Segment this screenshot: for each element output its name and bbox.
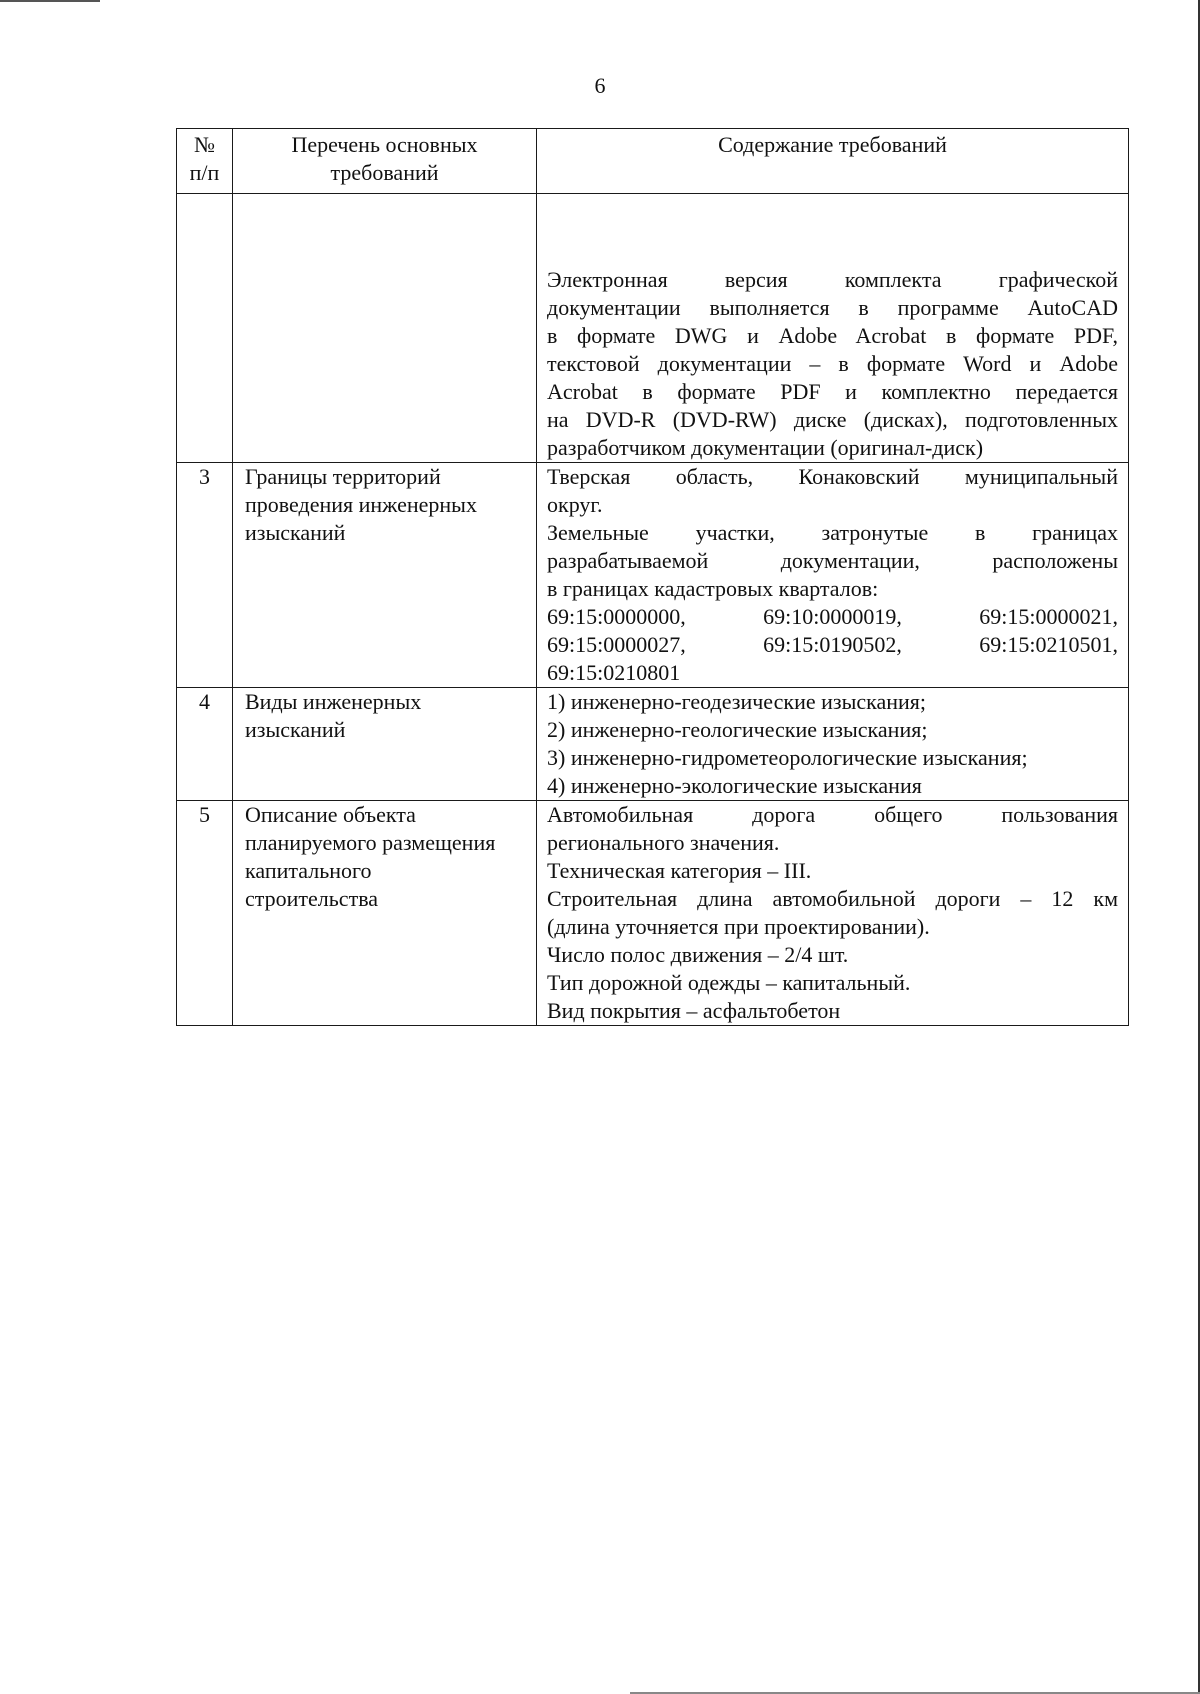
content-line: в формате DWG и Adobe Acrobat в формате PDF, [547, 323, 1118, 348]
content-line: 1) инженерно-геодезические изыскания; [547, 689, 927, 714]
page-number: 6 [594, 73, 606, 98]
header-content-line: Содержание требований [718, 132, 947, 157]
content-line: в границах кадастровых кварталов: [547, 576, 879, 601]
content-line: документации выполняется в программе AutoCAD [547, 295, 1118, 320]
content-line: разрабатываемой документации, расположены [547, 548, 1118, 573]
table-row [177, 801, 1129, 1026]
content-line: 2) инженерно-геологические изыскания; [547, 717, 928, 742]
header-num-line: № [194, 132, 215, 157]
row-requirement [233, 688, 537, 801]
header-content [537, 129, 1129, 194]
requirement-line: Виды инженерных [245, 689, 422, 714]
content-line: 69:15:0210801 [547, 660, 681, 685]
requirement-line: строительства [245, 886, 379, 911]
content-line: регионального значения. [547, 830, 780, 855]
content-line: Вид покрытия – асфальтобетон [547, 998, 841, 1023]
content-line: Тверская область, Конаковский муниципальный [547, 464, 1118, 489]
content-line: Автомобильная дорога общего пользования [547, 802, 1118, 827]
content-line: округ. [547, 492, 603, 517]
row-number: 5 [177, 801, 233, 1026]
requirement-line: изысканий [245, 717, 346, 742]
row-number [177, 194, 233, 463]
content-line: 3) инженерно-гидрометеорологические изыскания; [547, 745, 1028, 770]
content-line: Земельные участки, затронутые в границах [547, 520, 1118, 545]
scan-edge-top [0, 0, 100, 2]
requirement-line: проведения инженерных [245, 492, 477, 517]
content-line: 4) инженерно-экологические изыскания [547, 773, 922, 798]
content-line: Техническая категория – III. [547, 858, 812, 883]
row-content [537, 801, 1129, 1026]
table-row [177, 463, 1129, 688]
row-content [537, 194, 1129, 463]
content-line: Тип дорожной одежды – капитальный. [547, 970, 911, 995]
content-line: 69:15:0000000, 69:10:0000019, 69:15:0000021, [547, 604, 1118, 629]
content-line: 69:15:0000027, 69:15:0190502, 69:15:0210501, [547, 632, 1118, 657]
content-line: Строительная длина автомобильной дороги – 12 км [547, 886, 1118, 911]
requirement-line: Описание объекта [245, 802, 416, 827]
requirement-line: капитального [245, 858, 372, 883]
header-num [177, 129, 233, 194]
header-requirement-line: требований [330, 160, 439, 185]
requirement-line: изысканий [245, 520, 346, 545]
content-line: Электронная версия комплекта графической [547, 267, 1118, 292]
row-requirement [233, 463, 537, 688]
content-line: Acrobat в формате PDF и комплектно передается [547, 379, 1118, 404]
table-row [177, 194, 1129, 463]
table-header-row [177, 129, 1129, 194]
content-line: Число полос движения – 2/4 шт. [547, 942, 849, 967]
content-line: текстовой документации – в формате Word и Adobe [547, 351, 1118, 376]
row-requirement [233, 801, 537, 1026]
row-requirement [233, 194, 537, 463]
row-content [537, 463, 1129, 688]
row-number: 4 [177, 688, 233, 801]
row-content [537, 688, 1129, 801]
content-line: (длина уточняется при проектировании). [547, 914, 930, 939]
header-requirement-line: Перечень основных [291, 132, 478, 157]
content-line: на DVD-R (DVD-RW) диске (дисках), подготовленных [547, 407, 1118, 432]
requirements-table [176, 128, 1129, 1026]
table-row [177, 688, 1129, 801]
requirement-line: планируемого размещения [245, 830, 496, 855]
header-requirement [233, 129, 537, 194]
content-line: разработчиком документации (оригинал-диск) [547, 435, 984, 460]
requirement-line: Границы территорий [245, 464, 441, 489]
table-body [177, 194, 1129, 1026]
row-number: 3 [177, 463, 233, 688]
header-num-line: п/п [189, 160, 220, 185]
